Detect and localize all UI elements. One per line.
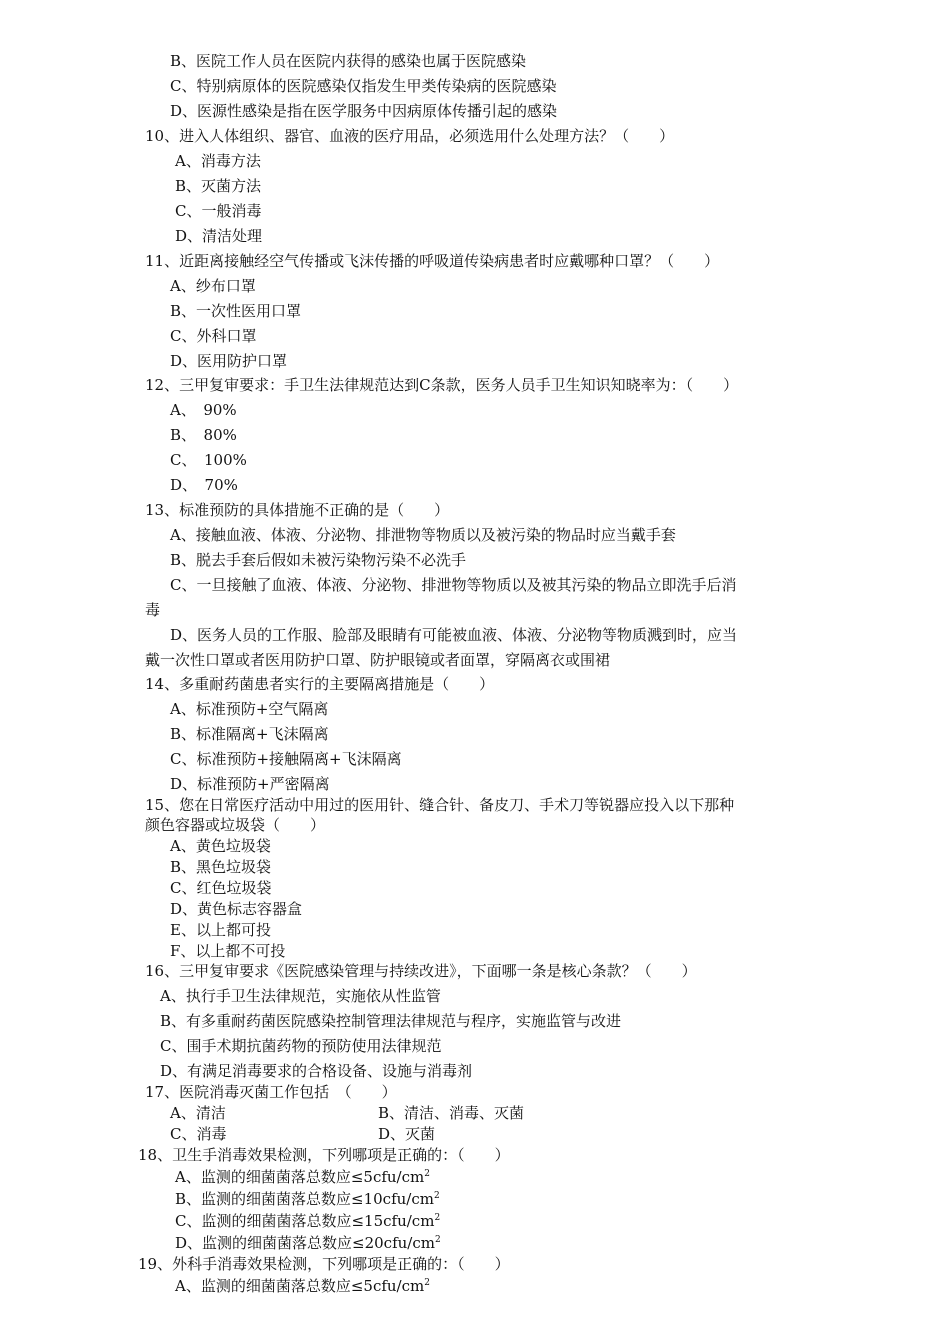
q10-option-d: D、清洁处理	[175, 227, 263, 245]
q13-option-d: D、医务人员的工作服、脸部及眼睛有可能被血液、体液、分泌物等物质溅到时，应当	[170, 626, 738, 644]
q9-option-d: D、医源性感染是指在医学服务中因病原体传播引起的感染	[170, 102, 558, 120]
q10-option-c: C、一般消毒	[175, 202, 262, 220]
q12-option-c: C、 100%	[170, 451, 247, 469]
q10-option-b: B、灭菌方法	[175, 177, 262, 195]
q13-option-a: A、接触血液、体液、分泌物、排泄物等物质以及被污染的物品时应当戴手套	[170, 526, 676, 544]
question-16: 16、三甲复审要求《医院感染管理与持续改进》，下面哪一条是核心条款？（ ）	[145, 962, 697, 980]
question-19: 19、外科手消毒效果检测，下列哪项是正确的：（ ）	[138, 1255, 510, 1273]
question-10: 10、进入人体组织、器官、血液的医疗用品，必须选用什么处理方法？（ ）	[145, 127, 675, 145]
q15-option-e: E、以上都可投	[170, 921, 271, 939]
question-14: 14、多重耐药菌患者实行的主要隔离措施是（ ）	[145, 675, 495, 693]
q18-option-c: C、监测的细菌菌落总数应$\le 15cfu/cm^2$	[175, 1212, 441, 1230]
q16-option-b: B、有多重耐药菌医院感染控制管理法律规范与程序，实施监管与改进	[160, 1012, 622, 1030]
q12-option-b: B、 80%	[170, 426, 237, 444]
q9-option-b: B、医院工作人员在医院内获得的感染也属于医院感染	[170, 52, 527, 70]
question-13: 13、标准预防的具体措施不正确的是（ ）	[145, 501, 450, 519]
q16-option-d: D、有满足消毒要求的合格设备、设施与消毒剂	[160, 1062, 473, 1080]
q14-option-a: A、标准预防+空气隔离	[170, 700, 329, 718]
q13-option-b: B、脱去手套后假如未被污染物污染不必洗手	[170, 551, 467, 569]
q11-option-a: A、纱布口罩	[170, 277, 256, 295]
q16-option-a: A、执行手卫生法律规范，实施依从性监管	[160, 987, 441, 1005]
q15-option-d: D、黄色标志容器盒	[170, 900, 303, 918]
q13-option-c-cont: 毒	[145, 601, 161, 619]
q13-option-d-cont: 戴一次性口罩或者医用防护口罩、防护眼镜或者面罩，穿隔离衣或围裙	[145, 651, 611, 669]
question-11: 11、近距离接触经空气传播或飞沫传播的呼吸道传染病患者时应戴哪种口罩？（ ）	[145, 252, 720, 270]
q11-option-c: C、外科口罩	[170, 327, 257, 345]
q10-option-a: A、消毒方法	[175, 152, 261, 170]
q14-option-d: D、标准预防+严密隔离	[170, 775, 330, 793]
q19-option-a: A、监测的细菌菌落总数应$\le 5cfu/cm^2$	[175, 1277, 430, 1295]
q11-option-d: D、医用防护口罩	[170, 352, 288, 370]
q18-option-d: D、监测的细菌菌落总数应$\le 20cfu/cm^2$	[175, 1234, 441, 1252]
q17-option-a: A、清洁	[170, 1104, 226, 1122]
question-15: 15、您在日常医疗活动中用过的医用针、缝合针、备皮刀、手术刀等锐器应投入以下那种	[145, 796, 735, 814]
q12-option-d: D、 70%	[170, 476, 238, 494]
q17-option-c: C、消毒	[170, 1125, 227, 1143]
q15-option-b: B、黑色垃圾袋	[170, 858, 272, 876]
q14-option-c: C、标准预防+接触隔离+飞沫隔离	[170, 750, 402, 768]
q15-option-a: A、黄色垃圾袋	[170, 837, 271, 855]
q9-option-c: C、特别病原体的医院感染仅指发生甲类传染病的医院感染	[170, 77, 557, 95]
q14-option-b: B、标准隔离+飞沫隔离	[170, 725, 329, 743]
q15-option-c: C、红色垃圾袋	[170, 879, 272, 897]
question-15-cont: 颜色容器或垃圾袋（ ）	[145, 816, 326, 834]
q17-option-d: D、灭菌	[378, 1125, 436, 1143]
q15-option-f: F、以上都不可投	[170, 942, 286, 960]
q17-option-b: B、清洁、消毒、灭菌	[378, 1104, 525, 1122]
q11-option-b: B、一次性医用口罩	[170, 302, 302, 320]
q13-option-c: C、一旦接触了血液、体液、分泌物、排泄物等物质以及被其污染的物品立即洗手后消	[170, 576, 737, 594]
question-18: 18、卫生手消毒效果检测，下列哪项是正确的：（ ）	[138, 1146, 510, 1164]
question-12: 12、三甲复审要求：手卫生法律规范达到C条款，医务人员手卫生知识知晓率为：（ ）	[145, 376, 739, 394]
q18-option-a: A、监测的细菌菌落总数应$\le 5cfu/cm^2$	[175, 1168, 430, 1186]
q18-option-b: B、监测的细菌菌落总数应$\le 10cfu/cm^2$	[175, 1190, 440, 1208]
q16-option-c: C、围手术期抗菌药物的预防使用法律规范	[160, 1037, 442, 1055]
question-17: 17、医院消毒灭菌工作包括 （ ）	[145, 1083, 397, 1101]
q12-option-a: A、 90%	[170, 401, 237, 419]
